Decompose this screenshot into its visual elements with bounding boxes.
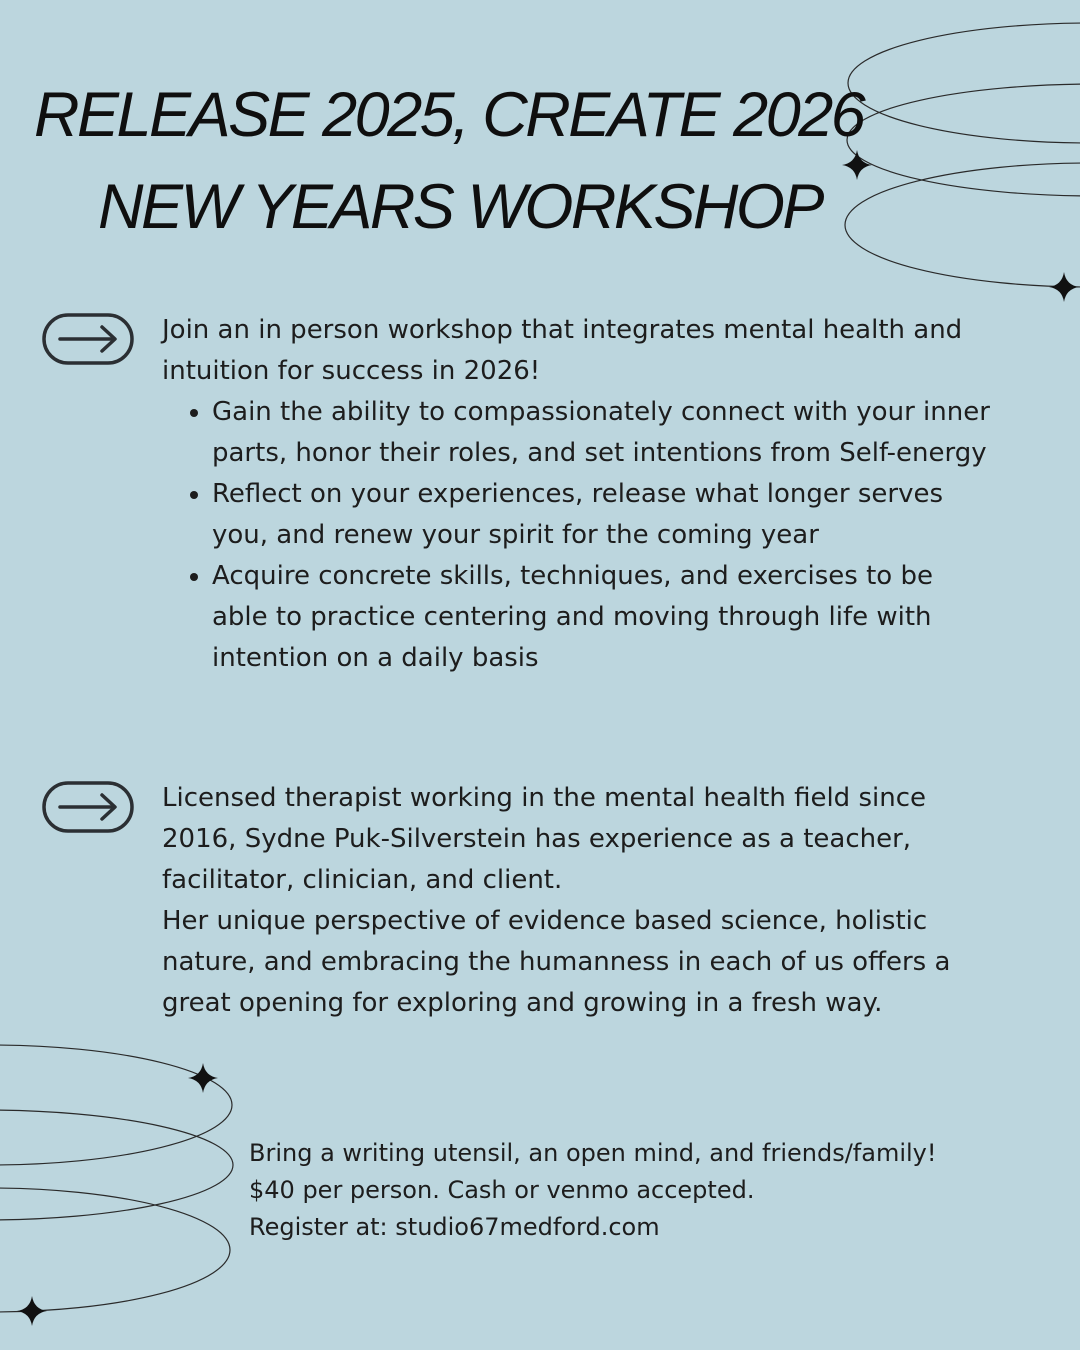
orbit-line [0,1045,232,1165]
orbit-line [848,23,1080,143]
bio-paragraph: Licensed therapist working in the mental health field since 2016, Sydne Puk-Silverstein has experience as a teacher, facilitator, clinician, and client. [162,783,926,895]
orbit-line [0,1188,230,1312]
sparkle-icon [1049,272,1079,302]
orbit-line [847,84,1080,196]
benefits-list [162,392,992,679]
orbit-line [845,163,1080,287]
sparkle-icon [188,1063,218,1093]
sparkle-icon [17,1296,47,1326]
register-text: Register at: studio67medford.com [249,1213,660,1241]
sparkle-icon [842,150,872,180]
orbit-line [0,1110,233,1220]
arrow-right-icon [42,313,134,365]
event-details [249,1135,1029,1246]
title-line-1: RELEASE 2025, CREATE 2026 [34,80,864,150]
list-item: • Acquire concrete skills, techniques, and exercises to be able to practice centering and moving through life with intention on a daily basis [212,556,992,679]
arrow-right-icon [42,781,134,833]
list-item: • Reflect on your experiences, release what longer serves you, and renew your spirit for the coming year [212,474,992,556]
list-item: • Gain the ability to compassionately connect with your inner parts, honor their roles, and set intentions from Self-energy [212,392,992,474]
bring-items-text: Bring a writing utensil, an open mind, and friends/family! [249,1139,937,1167]
workshop-intro: Join an in person workshop that integrates mental health and intuition for success in 2026! [162,315,963,386]
workshop-description [162,310,992,679]
price-text: $40 per person. Cash or venmo accepted. [249,1176,755,1204]
therapist-bio [162,778,992,1024]
bio-paragraph: Her unique perspective of evidence based science, holistic nature, and embracing the humanness in each of us offers a great opening for exploring and growing in a fresh way. [162,906,951,1018]
title-line-2: NEW YEARS WORKSHOP [98,172,822,242]
